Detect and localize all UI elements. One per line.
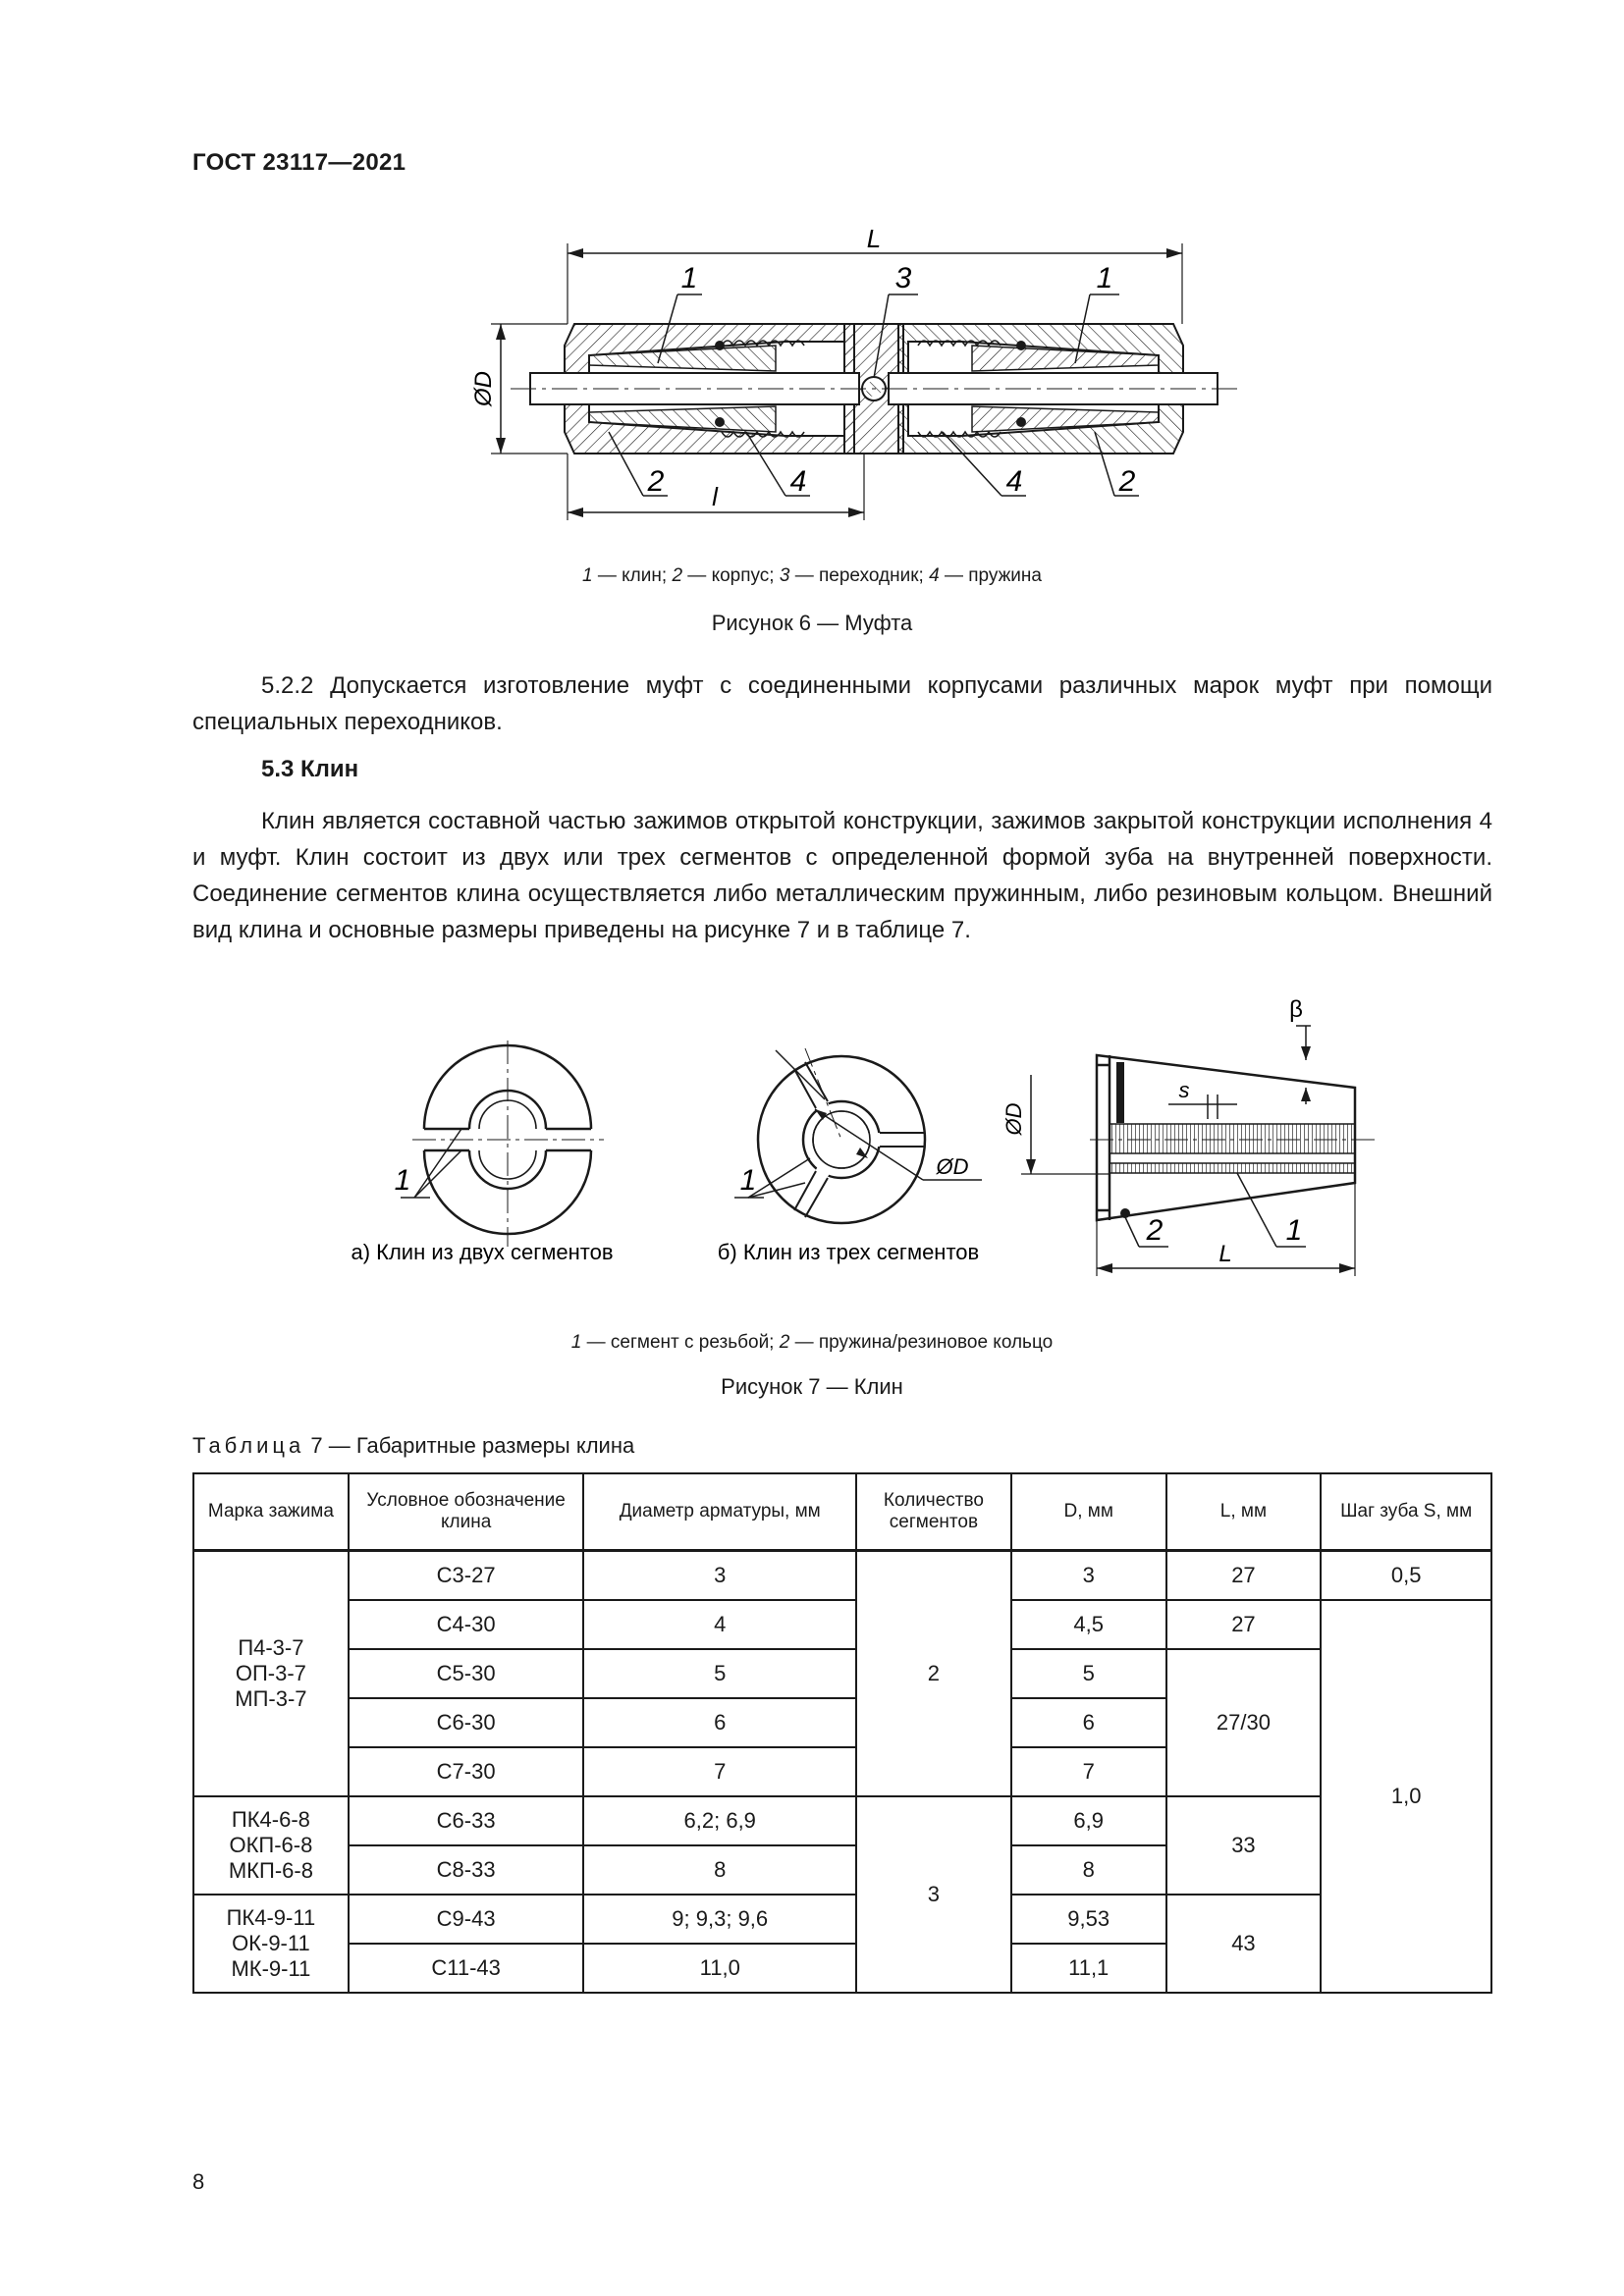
wedge-code-cell: С4-30 [349, 1600, 584, 1649]
callout-4-right: 4 [1005, 465, 1023, 498]
legend-num: 1 [570, 1332, 582, 1353]
legend-num: 1 [582, 565, 593, 586]
legend-text: — сегмент с резьбой; [581, 1332, 780, 1353]
L-cell: 27 [1166, 1551, 1322, 1601]
rebar-diameter-cell: 11,0 [583, 1944, 856, 1993]
callout-1-left: 1 [680, 262, 698, 294]
figure-7-wedge-drawing [0, 982, 1624, 1296]
clamp-mark: ПК4-6-8 [231, 1807, 310, 1832]
table-row [193, 1551, 1491, 1601]
rebar-diameter-cell: 6,2; 6,9 [583, 1796, 856, 1845]
legend-text: — пружина/резиновое кольцо [789, 1332, 1054, 1353]
figure-6-legend [0, 565, 1624, 587]
figure-6-coupling-drawing [0, 216, 1624, 550]
rebar-diameter-cell: 7 [583, 1747, 856, 1796]
wedge-code-cell: С8-33 [349, 1845, 584, 1895]
dim-D-label-b: ØD [936, 1154, 969, 1179]
L-cell: 43 [1166, 1895, 1322, 1993]
header-clamp-mark: Марка зажима [193, 1473, 349, 1551]
table-row [193, 1600, 1491, 1649]
sub-caption-b: б) Клин из трех сегментов [717, 1240, 980, 1264]
legend-num: 2 [779, 1332, 790, 1353]
D-cell: 7 [1011, 1747, 1166, 1796]
header-segment-count: Количество сегментов [856, 1473, 1011, 1551]
pitch-cell: 1,0 [1321, 1600, 1491, 1993]
clamp-mark-cell [193, 1796, 349, 1895]
figure-7-legend [0, 1332, 1624, 1354]
dim-L-label: L [866, 224, 882, 253]
L-cell: 27/30 [1166, 1649, 1322, 1796]
rebar-diameter-cell: 4 [583, 1600, 856, 1649]
sub-caption-a: а) Клин из двух сегментов [351, 1240, 614, 1264]
dim-L-label-7: L [1218, 1241, 1232, 1267]
legend-text: — переходник; [789, 565, 930, 586]
L-cell: 33 [1166, 1796, 1322, 1895]
page-number: 8 [192, 2169, 205, 2194]
header-L: L, мм [1166, 1473, 1322, 1551]
document-header: ГОСТ 23117—2021 [192, 149, 406, 176]
section-5-3-heading: 5.3 Клин [261, 756, 359, 782]
wedge-code-cell: С7-30 [349, 1747, 584, 1796]
legend-num: 4 [929, 565, 940, 586]
rebar-diameter-cell: 9; 9,3; 9,6 [583, 1895, 856, 1944]
dim-D-label-side: ØD [1001, 1102, 1026, 1136]
paragraph-5-2-2 [192, 667, 1492, 740]
wedge-code-cell: С3-27 [349, 1551, 584, 1601]
D-cell: 9,53 [1011, 1895, 1166, 1944]
table-row [193, 1895, 1491, 1944]
figure-7-caption: Рисунок 7 — Клин [721, 1374, 903, 1399]
pitch-cell: 0,5 [1321, 1551, 1491, 1601]
paragraph-text: 5.2.2 Допускается изготовление муфт с соединенными корпусами различных марок муфт при помощи специальных переходников. [192, 672, 1492, 735]
rebar-diameter-cell: 8 [583, 1845, 856, 1895]
D-cell: 6,9 [1011, 1796, 1166, 1845]
table-caption-text: 7 — Габаритные размеры клина [304, 1433, 635, 1458]
wedge-code-cell: С6-33 [349, 1796, 584, 1845]
header-tooth-pitch: Шаг зуба S, мм [1321, 1473, 1491, 1551]
clamp-mark: ОП-3-7 [235, 1661, 306, 1685]
callout-1-a: 1 [394, 1164, 411, 1197]
table-7-caption [192, 1433, 634, 1459]
dim-s-label: s [1178, 1078, 1190, 1102]
header-wedge-code: Условное обозначение клина [349, 1473, 584, 1551]
clamp-mark: МК-9-11 [231, 1956, 311, 1981]
callout-1-side: 1 [1285, 1214, 1303, 1247]
paragraph-text: Клин является составной частью зажимов открытой конструкции, зажимов закрытой конструкции исполнения 4 и муфт. Клин состоит из двух или трех сегментов с определенной формой зуба на внутренней поверхности. Соединение сегментов клина осуществляется либо металлическим пружинным, либо резиновым кольцом. Внешний вид клина и основные размеры приведены на рисунке 7 и в таблице 7. [192, 808, 1492, 943]
legend-num: 3 [779, 565, 790, 586]
dim-D-label: ØD [470, 371, 497, 406]
callout-2-right: 2 [1118, 465, 1136, 498]
callout-2-left: 2 [647, 465, 665, 498]
clamp-mark: П4-3-7 [238, 1635, 304, 1660]
L-cell: 27 [1166, 1600, 1322, 1649]
segment-count-cell: 2 [856, 1551, 1011, 1797]
legend-num: 2 [672, 565, 683, 586]
wedge-code-cell: С9-43 [349, 1895, 584, 1944]
legend-text: — корпус; [682, 565, 780, 586]
callout-3: 3 [894, 262, 912, 294]
wedge-code-cell: С6-30 [349, 1698, 584, 1747]
callout-1-right: 1 [1096, 262, 1113, 294]
segment-count-cell: 3 [856, 1796, 1011, 1993]
table-header-row [193, 1473, 1491, 1551]
clamp-mark: МКП-6-8 [228, 1858, 313, 1883]
D-cell: 5 [1011, 1649, 1166, 1698]
dim-l-label: l [712, 482, 718, 511]
header-rebar-diameter: Диаметр арматуры, мм [583, 1473, 856, 1551]
wedge-code-cell: С11-43 [349, 1944, 584, 1993]
table-7 [192, 1472, 1492, 1994]
D-cell: 8 [1011, 1845, 1166, 1895]
header-D: D, мм [1011, 1473, 1166, 1551]
callout-1-b: 1 [739, 1164, 757, 1197]
legend-text: — клин; [592, 565, 673, 586]
callout-2-side: 2 [1146, 1214, 1164, 1247]
table-row [193, 1649, 1491, 1698]
D-cell: 4,5 [1011, 1600, 1166, 1649]
rebar-diameter-cell: 5 [583, 1649, 856, 1698]
figure-6-caption: Рисунок 6 — Муфта [711, 611, 913, 635]
table-caption-prefix: Таблица [192, 1433, 305, 1458]
D-cell: 3 [1011, 1551, 1166, 1601]
table-row [193, 1796, 1491, 1845]
paragraph-5-3 [192, 803, 1492, 948]
beta-label: β [1289, 996, 1303, 1023]
rebar-diameter-cell: 3 [583, 1551, 856, 1601]
clamp-mark: ОК-9-11 [232, 1931, 310, 1955]
wedge-code-cell: С5-30 [349, 1649, 584, 1698]
clamp-mark: ПК4-9-11 [226, 1905, 316, 1930]
clamp-mark: МП-3-7 [235, 1686, 307, 1711]
D-cell: 6 [1011, 1698, 1166, 1747]
D-cell: 11,1 [1011, 1944, 1166, 1993]
clamp-mark-cell [193, 1895, 349, 1993]
clamp-mark-cell [193, 1551, 349, 1797]
legend-text: — пружина [939, 565, 1042, 586]
callout-4-left: 4 [789, 465, 807, 498]
clamp-mark: ОКП-6-8 [229, 1833, 313, 1857]
rebar-diameter-cell: 6 [583, 1698, 856, 1747]
